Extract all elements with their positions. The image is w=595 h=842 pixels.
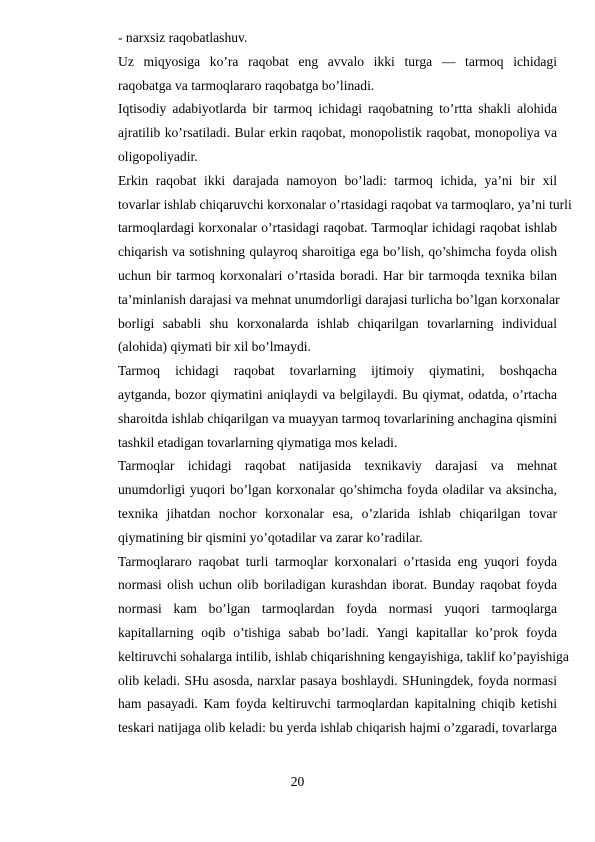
text-line: Tarmoqlararo raqobat turli tarmoqlar korxonalari o’rtasida eng yuqori foyda <box>118 553 557 569</box>
text-line: borligi sababli shu korxonalarda ishlab chiqarilgan tovarlarning individual <box>118 315 557 331</box>
text-line: uchun bir tarmoq korxonalari o’rtasida boradi. Har bir tarmoqda texnika bilan <box>118 267 557 283</box>
text-line: qiymatining bir qismini yo’qotadilar va zarar ko’radilar. <box>118 529 423 545</box>
text-line: teskari natijaga olib keladi: bu yerda ishlab chiqarish hajmi o’zgaradi, tovarlarga <box>118 720 557 736</box>
text-line: Tarmoq ichidagi raqobat tovarlarning ijtimoiy qiymatini, boshqacha <box>118 363 557 379</box>
text-line: kapitallarning oqib o’tishiga sabab bo’ladi. Yangi kapitallar ko’prok foyda <box>118 624 557 640</box>
text-line: Uz miqyosiga ko’ra raqobat eng avvalo ikki turga — tarmoq ichidagi <box>118 53 557 69</box>
paragraph <box>118 26 557 50</box>
text-line: Erkin raqobat ikki darajada namoyon bo’ladi: tarmoq ichida, ya’ni bir xil <box>118 172 557 188</box>
text-line: aytganda, bozor qiymatini aniqlaydi va belgilaydi. Bu qiymat, odatda, o’rtacha <box>118 386 557 402</box>
paragraph <box>118 97 557 168</box>
text-line: normasi olish uchun olib boriladigan kurashdan iborat. Bunday raqobat foyda <box>118 577 557 593</box>
text-line: raqobatga va tarmoqlararo raqobatga bo’linadi. <box>118 77 375 93</box>
text-line: normasi kam bo’lgan tarmoqlardan foyda normasi yuqori tarmoqlarga <box>118 601 557 617</box>
text-line: (alohida) qiymati bir xil bo’lmaydi. <box>118 339 311 355</box>
paragraph <box>118 169 572 359</box>
text-line: oligopoliyadir. <box>118 148 198 164</box>
text-line: tashkil etadigan tovarlarning qiymatiga mos keladi. <box>118 434 398 450</box>
text-line: - narxsiz raqobatlashuv. <box>118 30 248 45</box>
paragraph <box>118 454 557 549</box>
text-line: tovarlar ishlab chiqaruvchi korxonalar o’rtasidagi raqobat va tarmoqlaro, ya’ni turli <box>118 196 572 212</box>
text-line: ta’minlanish darajasi va mehnat unumdorligi darajasi turlicha bo’lgan korxonalar <box>118 291 560 307</box>
text-line: ham pasayadi. Kam foyda keltiruvchi tarmoqlardan kapitalning chiqib ketishi <box>118 696 557 712</box>
text-line: Tarmoqlar ichidagi raqobat natijasida texnikaviy darajasi va mehnat <box>118 458 557 474</box>
text-line: tarmoqlardagi korxonalar o’rtasidagi raqobat. Tarmoqlar ichidagi raqobat ishlab <box>118 220 557 236</box>
page-number: 20 <box>290 774 305 789</box>
paragraph <box>118 550 569 740</box>
document-body <box>118 26 572 740</box>
text-line: chiqarish va sotishning qulayroq sharoitiga ega bo’lish, qo’shimcha foyda olish <box>118 244 557 260</box>
text-line: sharoitda ishlab chiqarilgan va muayyan tarmoq tovarlarining anchagina qismini <box>118 410 557 426</box>
text-line: keltiruvchi sohalarga intilib, ishlab chiqarishning kengayishiga, taklif ko’payishiga <box>118 648 569 664</box>
paragraph <box>118 50 557 98</box>
text-line: olib keladi. SHu asosda, narxlar pasaya boshlaydi. SHuningdek, foyda normasi <box>118 672 557 688</box>
paragraph <box>118 359 557 454</box>
text-line: ajratilib ko’rsatiladi. Bular erkin raqobat, monopolistik raqobat, monopoliya va <box>118 125 557 141</box>
text-line: unumdorligi yuqori bo’lgan korxonalar qo’shimcha foyda oladilar va aksincha, <box>118 482 557 498</box>
text-line: texnika jihatdan nochor korxonalar esa, o’zlarida ishlab chiqarilgan tovar <box>118 505 557 521</box>
text-line: Iqtisodiy adabiyotlarda bir tarmoq ichidagi raqobatning to’rtta shakli alohida <box>118 101 557 117</box>
